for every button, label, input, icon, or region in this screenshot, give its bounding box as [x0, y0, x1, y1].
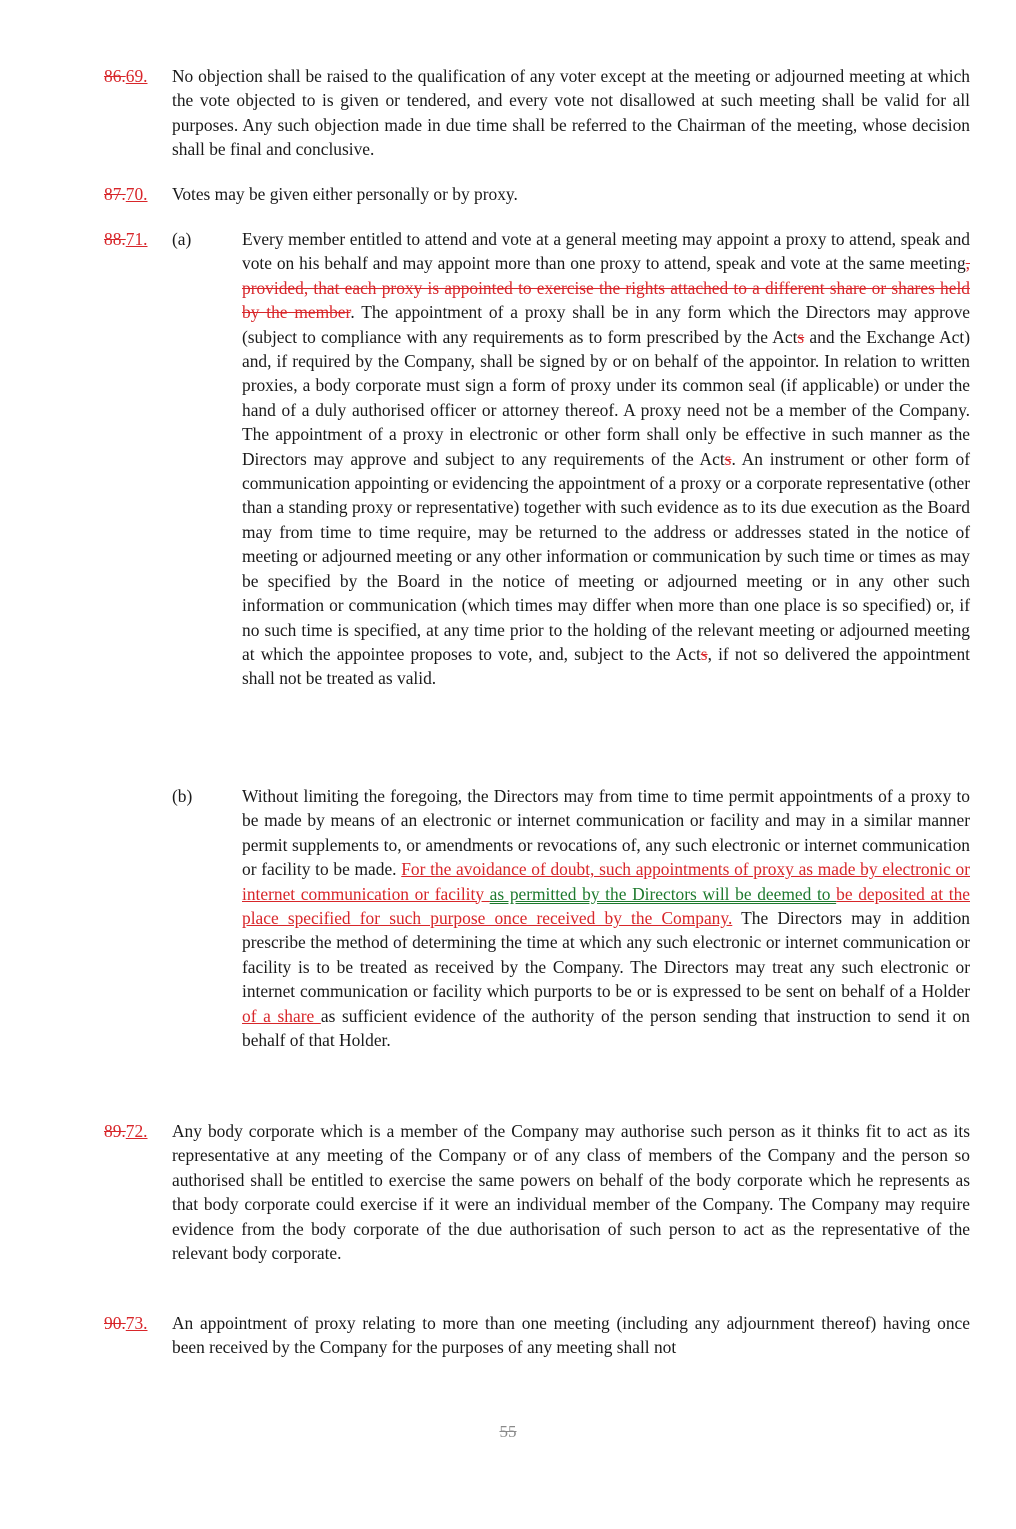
text-run: Every member entitled to attend and vote at a general meeting may appoint a proxy to attend, speak and vote on his behalf and may appoint more than one proxy to attend, speak and vote at the same meeting	[242, 229, 970, 274]
new-clause-number: 71.	[125, 229, 148, 249]
clause-72	[104, 1119, 970, 1265]
text-run: as sufficient evidence of the authority of the person sending that instruction to send it on behalf of that Holder.	[242, 1005, 970, 1051]
new-clause-number: 73.	[125, 1313, 148, 1333]
new-clause-number: 69.	[125, 66, 148, 86]
clause-69	[104, 64, 970, 162]
deleted-text: s	[797, 326, 805, 347]
text-run: . The appointment of a proxy shall be in any form which the Directors may approve (subject to compliance with any requirements as to form prescribed by the Act	[242, 302, 970, 347]
subclause-label: (a)	[172, 229, 192, 249]
text-run: . An instrument or other form of communication appointing or evidencing the appointment of a proxy or a corporate representative (other than a standing proxy or representative) together with such evidence as to its due execution as the Board may from time to time require, may be returned to the address or addresses stated in the notice of meeting or adjourned meeting or any other information or communication by such time or times as may be specified by the Board in the notice of meeting or adjourned meeting or in any other such information or communication (which times may differ when more than one place is so specified) or, if no such time is specified, at any time prior to the holding of the relevant meeting or adjourned meeting at which the appointee proposes to vote, and, subject to the Act	[242, 448, 970, 664]
new-clause-number: 72.	[125, 1121, 148, 1141]
deleted-text: s	[724, 448, 732, 469]
clause-text: Votes may be given either personally or by proxy.	[172, 184, 518, 204]
clause-number	[104, 182, 172, 206]
text-run: Without limiting the foregoing, the Directors may from time to time permit appointments of a proxy to be made by means of an electronic or internet communication or facility and may in a similar manner permit supplements to, or amendments or revocations of, any such electronic or internet communication or facility to be made.	[242, 786, 970, 880]
clause-number	[104, 1119, 172, 1143]
inserted-text: of a share	[242, 1005, 321, 1026]
new-clause-number: 70.	[125, 184, 148, 204]
page-number: 55	[499, 1422, 517, 1441]
text-run: The Directors may in addition prescribe the method of determining the time at which any such electronic or internet communication or facility is to be treated as received by the Company. The Directors may treat any such electronic or internet communication or facility which purports to be or is expressed to be sent on behalf of a Holder	[242, 908, 970, 1002]
clause-73	[104, 1311, 970, 1360]
inserted-text: For the avoidance of doubt, such appointments of proxy as made by electronic or internet communication or facility	[242, 859, 970, 904]
text-run: , if not so delivered the appointment shall not be treated as valid.	[242, 643, 970, 689]
old-clause-number: 90.	[104, 1313, 126, 1333]
clause-text: An appointment of proxy relating to more than one meeting (including any adjournment thereof) having once been received by the Company for the purposes of any meeting shall not	[172, 1313, 970, 1358]
clause-70	[104, 182, 970, 206]
clause-number	[104, 1311, 172, 1335]
clause-number	[104, 227, 172, 251]
deleted-text: s	[700, 643, 708, 664]
inserted-text-green: as permitted by the Directors will be deemed to	[489, 883, 837, 904]
old-clause-number: 86.	[104, 66, 126, 86]
clause-text: Any body corporate which is a member of the Company may authorise such person as it thinks fit to act as its representative at any meeting of the Company or of any class of members of the Company and the person so authorised shall be entitled to exercise the same powers on behalf of the body corporate which he represents as that body corporate could exercise if it were an individual member of the Company. The Company may require evidence from the body corporate of the due authorisation of such person to act as the representative of the relevant body corporate.	[172, 1121, 970, 1264]
old-clause-number: 88.	[104, 229, 126, 249]
clause-text: No objection shall be raised to the qualification of any voter except at the meeting or adjourned meeting at which the vote objected to is given or tendered, and every vote not disallowed at such meeting shall be valid for all purposes. Any such objection made in due time shall be referred to the Chairman of the meeting, whose decision shall be final and conclusive.	[172, 66, 970, 160]
text-run: and the Exchange Act) and, if required by the Company, shall be signed by or on behalf of the appointor. In relation to written proxies, a body corporate must sign a form of proxy under its common seal (if applicable) or under the hand of a duly authorised officer or attorney thereof. A proxy need not be a member of the Company. The appointment of a proxy in electronic or other form shall only be effective in such manner as the Directors may approve and subject to any requirements of the Act	[242, 326, 970, 469]
old-clause-number: 87.	[104, 184, 126, 204]
deleted-text: , provided, that each proxy is appointed to exercise the rights attached to a different share or shares held by the member	[242, 253, 970, 323]
inserted-text: be deposited at the place specified for such purpose once received by the Company.	[242, 883, 970, 929]
subclause-text	[242, 227, 970, 691]
subclause-label: (b)	[172, 786, 193, 806]
clause-number	[104, 64, 172, 88]
clause-71a	[104, 227, 970, 691]
subclause-text	[242, 784, 970, 1052]
clause-71b	[104, 784, 970, 1052]
old-clause-number: 89.	[104, 1121, 126, 1141]
